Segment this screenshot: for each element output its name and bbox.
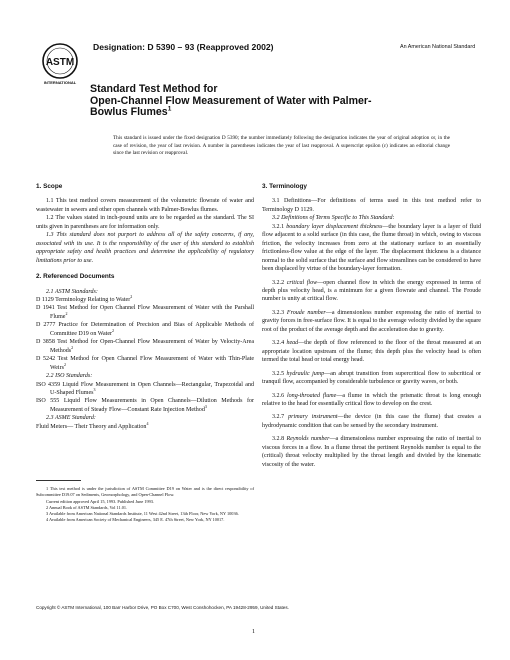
ref-text: D 1941 Test Method for Open Channel Flow Measurement of Water with the Parshall Flume bbox=[36, 305, 254, 320]
definition-term: primary instrument bbox=[288, 414, 338, 421]
footnote-1-current-edition: Current edition approved April 15, 1993. Published June 1993. bbox=[46, 498, 155, 504]
definition-text: —the device (in this case the flume) that creates a hydrodynamic condition that can be sensed by the secondary instrument. bbox=[262, 414, 481, 429]
ref-footnote: 2 bbox=[63, 361, 66, 367]
ref-footnote: 2 bbox=[71, 344, 74, 350]
definition-number: 3.2.5 bbox=[272, 370, 285, 377]
copyright-notice: Copyright © ASTM International, 100 Barr Harbor Drive, PO Box C700, West Conshohocken, PA 19428-2959, United States. bbox=[36, 605, 289, 610]
ref-footnote: 4 bbox=[146, 420, 149, 426]
definition-number: 3.2.2 bbox=[272, 279, 285, 286]
ref-footnote: 2 bbox=[65, 310, 68, 316]
astm-logo bbox=[40, 42, 80, 86]
definition-3-2-3 bbox=[262, 309, 481, 334]
definition-number: 3.2.8 bbox=[272, 436, 285, 443]
ref-footnote: 3 bbox=[204, 403, 207, 409]
definition-text: —a flume in which the prismatic throat is long enough relative to the head for essentially critical flow to develop on the crest. bbox=[262, 392, 482, 407]
definition-3-2-4 bbox=[262, 339, 481, 364]
ref-d2777 bbox=[36, 321, 254, 338]
scope-para-1-2: 1.2 The values stated in inch-pound units are to be regarded as the standard. The SI units given in parentheses are for information only. bbox=[36, 215, 254, 230]
title-line-1: Standard Test Method for bbox=[90, 83, 218, 95]
asme-standard-label-text: 2.3 ASME Standard: bbox=[46, 415, 96, 422]
ref-d1129 bbox=[36, 293, 254, 304]
footnote-3: 3 Available from American National Standards Institute, 11 West 42nd Street, 13th Floor, New York, NY 10036. bbox=[46, 511, 239, 516]
ref-text: ISO 4359 Liquid Flow Measurement in Open Channels—Rectangular, Trapezoidal and U-Shaped Flumes bbox=[36, 381, 254, 396]
definition-3-2-2 bbox=[262, 279, 481, 304]
footnote-1: 1 This test method is under the jurisdiction of ASTM Committee D19 on Water and is the direct responsibility of Subcommittee D19.07 on Sediments, Geomorphology, and Open-Channel Flow. bbox=[36, 486, 254, 498]
definition-number: 3.2.1 bbox=[272, 223, 285, 230]
title-line-3-text: Bowlus Flumes bbox=[90, 106, 168, 118]
definition-text: —an abrupt transition from supercritical flow to subcritical or tranquil flow, accompanied by considerable turbulence or gravity waves, or both. bbox=[262, 370, 482, 386]
ref-footnote: 2 bbox=[130, 293, 133, 299]
definition-3-2-1 bbox=[262, 223, 481, 274]
definition-term: boundary layer displacement thickness bbox=[286, 223, 383, 230]
iso-standards-label-text: 2.2 ISO Standards: bbox=[46, 373, 93, 380]
definition-text: —the depth of flow referenced to the floor of the throat measured at an appropriate location upstream of the flume; this depth plus the velocity head is often termed the total head or total energy head. bbox=[262, 340, 481, 364]
ref-d1941 bbox=[36, 304, 254, 321]
definition-number: 3.2.6 bbox=[272, 392, 285, 399]
definition-3-2-8 bbox=[262, 435, 481, 469]
definition-text: —a dimensionless number expressing the ratio of inertial to viscous forces in a flow. In a flume throat the pertinent Reynolds number is equal to the (critical) throat velocity multiplied by the throat length and divided by the kinematic viscosity of the water. bbox=[262, 436, 481, 468]
scope-para-1-1: 1.1 This test method covers measurement of the volumetric flowrate of water and wastewater in sewers and other open channels with Palmer-Bowlus flumes. bbox=[36, 198, 254, 213]
ref-asme-fluid-meters bbox=[36, 420, 254, 431]
definition-term: long-throated flume bbox=[286, 392, 337, 399]
definition-term: Froude number bbox=[286, 309, 326, 316]
definition-term: Reynolds number bbox=[286, 436, 330, 443]
ref-d3858 bbox=[36, 338, 254, 355]
ref-iso4359 bbox=[36, 381, 254, 398]
page-number: 1 bbox=[252, 628, 256, 635]
definition-3-2-7 bbox=[262, 413, 481, 430]
ref-text: Fluid Meters— Their Theory and Application bbox=[36, 423, 147, 430]
title-line-2: Open-Channel Flow Measurement of Water with Palmer- bbox=[90, 94, 372, 107]
definition-number: 3.2.4 bbox=[272, 340, 285, 347]
ref-text: D 5242 Test Method for Open Channel Flow Measurement of Water with Thin-Plate Weirs bbox=[36, 356, 254, 371]
footnote-4: 4 Available from American Society of Mechanical Engineers, 345 E. 47th Street, New York, NY 10017. bbox=[46, 517, 225, 523]
ref-text: D 2777 Practice for Determination of Precision and Bias of Applicable Methods of Committee D19 on Water bbox=[36, 322, 254, 337]
terminology-para-3-2-text: 3.2 Definitions of Terms Specific to This Standard: bbox=[272, 215, 395, 222]
scope-para-1-3-text: 1.3 This standard does not purport to address all of the safety concerns, if any, associated with its use. It is the responsibility of the user of this standard to establish appropriate safety and health practices and determine the applicability of regulatory limitations prior to use. bbox=[36, 232, 254, 264]
definition-text: —a dimensionless number expressing the ratio of inertial to gravity forces in free-surface flow. It is equal to the average velocity divided by the square root of the product of the average depth and the acceleration due to gravity. bbox=[262, 309, 481, 333]
american-national-standard: An American National Standard bbox=[400, 44, 476, 50]
ref-d5242 bbox=[36, 355, 254, 372]
footnote-rule bbox=[36, 480, 81, 481]
right-column bbox=[262, 183, 481, 469]
definition-number: 3.2.7 bbox=[272, 414, 285, 421]
ref-iso555 bbox=[36, 397, 254, 414]
ref-footnote: 3 bbox=[93, 386, 96, 392]
logo-text: ASTM bbox=[45, 57, 75, 68]
ref-text: D 1129 Terminology Relating to Water bbox=[36, 296, 131, 303]
definition-text: —open channel flow in which the energy expressed in terms of depth plus velocity head, is a minimum for a given flowrate and channel. The Froude number is unity at critical flow. bbox=[262, 279, 481, 303]
ref-text: ISO 555 Liquid Flow Measurements in Open Channels—Dilution Methods for Measurement of Steady Flow—Constant Rate Injection Method bbox=[36, 398, 254, 413]
iso-standards-label bbox=[36, 372, 254, 380]
footnote-2: 2 Annual Book of ASTM Standards, Vol 11.01. bbox=[46, 504, 128, 510]
ref-footnote: 2 bbox=[112, 327, 115, 333]
left-column bbox=[36, 183, 254, 431]
terminology-para-3-2 bbox=[262, 214, 481, 222]
designation: Designation: D 5390 – 93 (Reapproved 2002) bbox=[93, 42, 274, 52]
logo-subtext: INTERNATIONAL bbox=[43, 80, 77, 85]
astm-standards-label-text: 2.1 ASTM Standards: bbox=[46, 288, 98, 295]
definition-term: hydraulic jump bbox=[286, 370, 325, 377]
definition-text: —the boundary layer is a layer of fluid flow adjacent to a solid surface (in this case, the flume throat) in which, owing to viscous friction, the velocity increases from zero at the stationary surface to an essentially frictionless-flow value at the edge of the layer. The displacement thickness is a distance normal to the solid surface that the surface and flow streamlines can be considered to have been displaced by virtue of the boundary-layer formation. bbox=[262, 223, 481, 273]
section-heading-scope: 1. Scope bbox=[36, 183, 63, 190]
definition-3-2-5 bbox=[262, 370, 481, 387]
terminology-para-3-1: 3.1 Definitions—For definitions of terms used in this test method refer to Terminology D 1129. bbox=[262, 198, 481, 213]
ref-text: D 3858 Test Method for Open-Channel Flow Measurement of Water by Velocity-Area Methods bbox=[36, 339, 254, 354]
asme-standard-label bbox=[36, 414, 254, 422]
definition-number: 3.2.3 bbox=[272, 309, 285, 316]
scope-para-1-3 bbox=[36, 231, 254, 265]
astm-standards-label bbox=[36, 288, 254, 296]
title-line-3 bbox=[90, 107, 430, 119]
footnotes bbox=[36, 486, 254, 524]
definition-3-2-6 bbox=[262, 392, 481, 409]
definition-term: critical flow bbox=[286, 279, 318, 286]
standard-notice: This standard is issued under the fixed designation D 5390; the number immediately following the designation indicates the year of original adoption or, in the case of revision, the year of last revision. A number in parentheses indicates the year of last reapproval. A superscript epsilon (ε) indicates an editorial change since the last revision or reapproval. bbox=[113, 135, 450, 157]
document-title bbox=[90, 84, 430, 119]
definition-term: head bbox=[286, 340, 299, 347]
title-footnote-ref: 1 bbox=[167, 105, 172, 113]
section-heading-referenced: 2. Referenced Documents bbox=[36, 273, 115, 281]
section-heading-terminology: 3. Terminology bbox=[262, 183, 307, 190]
